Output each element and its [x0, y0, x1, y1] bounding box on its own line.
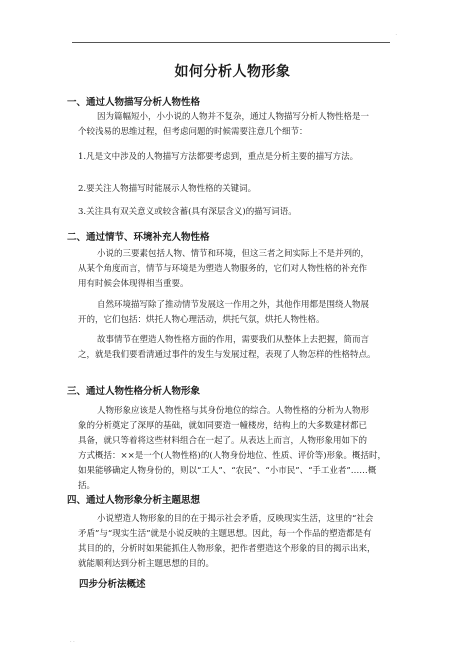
- page-corner-mark: .: [395, 31, 397, 37]
- paragraph-line: 个较浅易的思维过程，但考虑问题的时候需要注意几个细节：: [78, 127, 308, 137]
- paragraph-line: 从某个角度而言，情节与环境是为塑造人物服务的，它们对人物性格的补充作: [78, 264, 368, 274]
- list-item: 2.要关注人物描写时能展示人物性格的关键词。: [78, 184, 257, 194]
- page-corner-mark: . .: [70, 638, 75, 644]
- paragraph-line: 矛盾”与“现实生活”就是小说反映的主题思想。因此，每一个作品的塑造都是有: [78, 529, 372, 539]
- paragraph-line: 如果能够确定人物身份的，则以“工人”、“农民”、“小市民”、“手工业者”……概: [78, 466, 377, 476]
- paragraph-line: 人物形象应该是人物性格与其身份地位的综合。人物性格的分析为人物形: [97, 406, 370, 416]
- list-item: 1.凡是文中涉及的人物描写方法都要考虑到，重点是分析主要的描写方法。: [78, 152, 359, 162]
- paragraph-line: 小说的三要素包括人物、情节和环境，但这三者之间实际上不是并列的，: [97, 249, 370, 259]
- document-title: 如何分析人物形象: [174, 64, 291, 80]
- paragraph-line: 象的分析奠定了深厚的基础，就如同要造一幢楼房，结构上的大多数建材都已: [78, 421, 368, 431]
- paragraph-line: 自然环境描写除了推动情节发展这一作用之外，其他作用都是围绕人物展: [97, 300, 370, 310]
- paragraph-line: 因为篇幅短小，小小说的人物并不复杂，通过人物描写分析人物性格是一: [97, 112, 370, 122]
- section-heading-1: 一、通过人物描写分析人物性格: [67, 97, 201, 108]
- paragraph-line: 小说塑造人物形象的目的在于揭示社会矛盾，反映现实生活，这里的“社会: [97, 514, 374, 524]
- section-heading-3: 三、通过人物性格分析人物形象: [67, 386, 201, 397]
- paragraph-line: 之，就是我们要看清通过事件的发生与发展过程，表现了人物怎样的性格特点。: [78, 350, 376, 360]
- paragraph-line: 开的，它们包括：烘托人物心理活动，烘托气氛，烘托人物性格。: [78, 315, 325, 325]
- paragraph-line: 具备，就只等着将这些材料组合在一起了。从表达上而言，人物形象用如下的: [78, 436, 368, 446]
- header-rule: [72, 42, 390, 43]
- section-heading-2: 二、通过情节、环境补充人物性格: [67, 232, 210, 243]
- paragraph-line: 其目的的，分析时如果能抓住人物形象，把作者塑造这个形象的目的揭示出来，: [78, 544, 376, 554]
- list-item: 3.关注具有双关意义或较含蓄(具有深层含义)的描写词语。: [78, 207, 297, 217]
- paragraph-line: 括。: [78, 481, 96, 491]
- final-heading: 四步分析法概述: [79, 579, 146, 590]
- paragraph-line: 就能顺利达到分析主题思想的目的。: [78, 559, 215, 569]
- section-heading-4: 四、通过人物形象分析主题思想: [67, 495, 201, 506]
- paragraph-line: 故事情节在塑造人物性格方面的作用，需要我们从整体上去把握，简而言: [97, 335, 370, 345]
- paragraph-line: 方式概括：××是一个(人物性格)的(人物身份地位、性质、评价等)形象。概括时，: [78, 451, 387, 461]
- paragraph-line: 用有时候会体现得相当重要。: [78, 279, 189, 289]
